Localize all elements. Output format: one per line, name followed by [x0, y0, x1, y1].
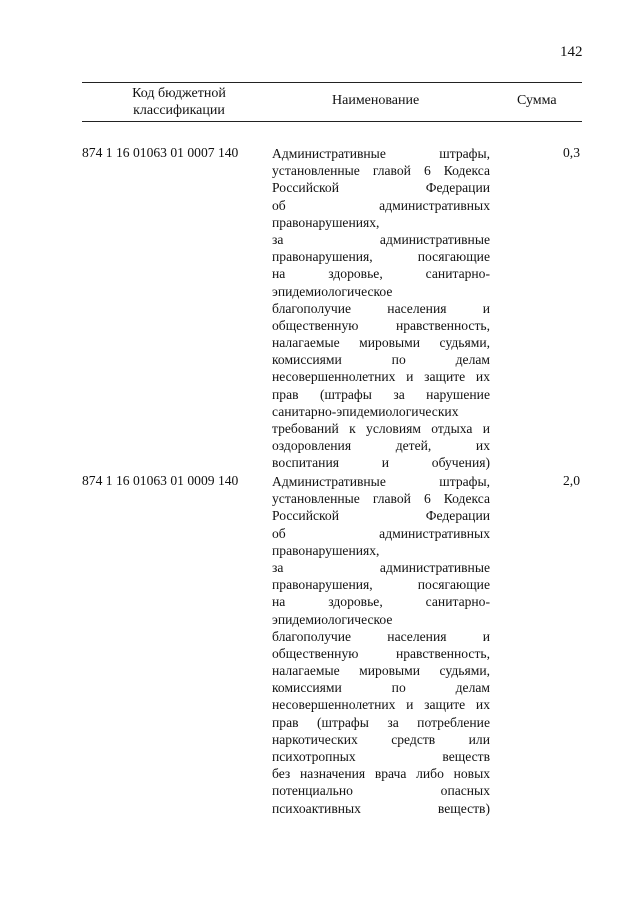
- header-code-line1: Код бюджетной: [132, 86, 226, 101]
- row-name-line: правонарушения, посягающие: [272, 249, 490, 265]
- row-name-line: правонарушения, посягающие: [272, 577, 490, 593]
- row-name-line: требований к условиям отдыха и: [272, 421, 490, 436]
- row-name-line: установленные главой 6 Кодекса: [272, 163, 490, 179]
- row-name-line: несовершеннолетних и защите их: [272, 369, 490, 385]
- header-sum-column: Сумма: [517, 93, 557, 108]
- row-name-line: без назначения врача либо новых: [272, 766, 490, 782]
- row-name-line: установленные главой 6 Кодекса: [272, 491, 490, 507]
- row-code: 874 1 16 01063 01 0009 140: [82, 473, 239, 488]
- row-name-line: общественную нравственность,: [272, 645, 490, 661]
- row-name-line: эпидемиологическое: [272, 611, 393, 627]
- row-name-line: комиссиями по делам: [272, 680, 490, 696]
- row-name-line: благополучие населения и: [272, 628, 490, 644]
- row-name-line: Административные штрафы,: [272, 146, 490, 161]
- row-name-line: правонарушениях,: [272, 214, 380, 230]
- row-name-line: прав (штрафы за потребление: [272, 714, 490, 730]
- row-name-line: налагаемые мировыми судьями,: [272, 335, 490, 351]
- row-sum: 2,0: [563, 473, 580, 488]
- row-name-line: правонарушениях,: [272, 542, 380, 558]
- row-name-line: за административные: [272, 559, 490, 575]
- row-name-line: несовершеннолетних и защите их: [272, 697, 490, 713]
- row-name-line: психоактивных веществ): [272, 800, 490, 816]
- row-name-line: наркотических средств или: [272, 731, 490, 747]
- row-name-line: общественную нравственность,: [272, 317, 490, 333]
- page-number: 142: [560, 44, 583, 60]
- row-name-line: оздоровления детей, их: [272, 438, 490, 454]
- row-name-line: на здоровье, санитарно-: [272, 266, 490, 282]
- row-name-line: Российской Федерации: [272, 508, 490, 524]
- row-name-line: за административные: [272, 231, 490, 247]
- row-name-line: об административных: [272, 525, 490, 541]
- row-name-line: прав (штрафы за нарушение: [272, 386, 490, 402]
- row-name: [272, 473, 490, 817]
- row-name-line: комиссиями по делам: [272, 352, 490, 368]
- row-sum: 0,3: [563, 145, 580, 160]
- row-name-line: санитарно-эпидемиологических: [272, 403, 459, 419]
- table-header: [82, 82, 582, 122]
- row-name: [272, 145, 490, 472]
- row-name-line: психотропных веществ: [272, 749, 490, 764]
- row-name-line: на здоровье, санитарно-: [272, 594, 490, 610]
- row-name-line: Административные штрафы,: [272, 474, 490, 489]
- row-name-line: эпидемиологическое: [272, 283, 393, 299]
- row-name-line: Российской Федерации: [272, 180, 490, 196]
- row-name-line: налагаемые мировыми судьями,: [272, 663, 490, 679]
- header-name-column: Наименование: [332, 93, 420, 108]
- row-name-line: об административных: [272, 197, 490, 213]
- row-name-line: воспитания и обучения): [272, 455, 490, 471]
- row-code: 874 1 16 01063 01 0007 140: [82, 145, 239, 160]
- row-name-line: благополучие населения и: [272, 300, 490, 316]
- row-name-line: потенциально опасных: [272, 783, 490, 799]
- header-code-line2: классификации: [133, 103, 225, 118]
- header-code-column: [104, 85, 254, 119]
